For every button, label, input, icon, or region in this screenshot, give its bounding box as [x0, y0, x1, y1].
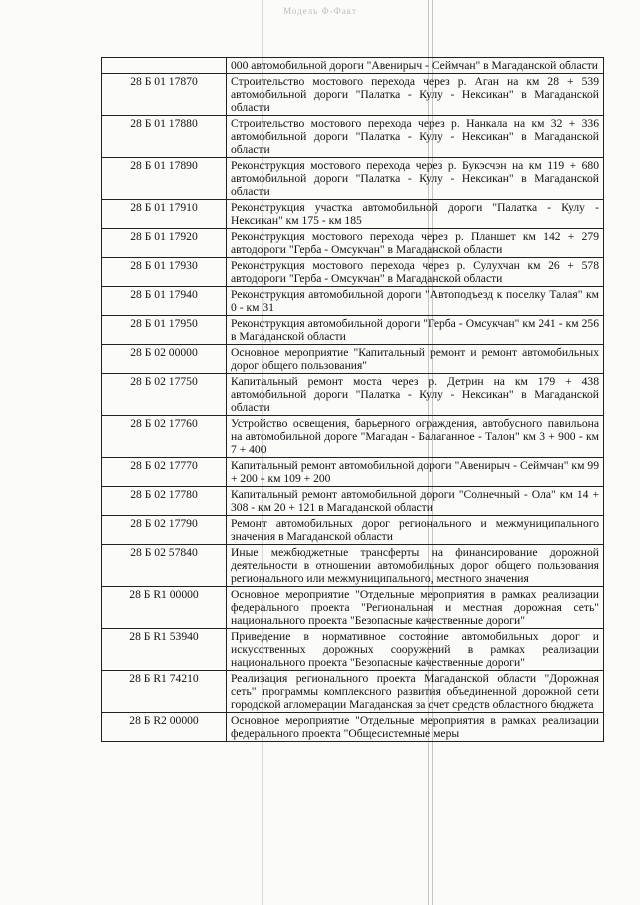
classification-code: 28 Б 01 17920	[102, 229, 227, 258]
expense-description: Основное мероприятие "Отдельные мероприятия в рамках реализации федерального проекта "Общесистемные меры	[227, 713, 604, 742]
expense-description: Иные межбюджетные трансферты на финансирование дорожной деятельности в отношении автомобильных дорог общего пользования регионального или межмуниципального, местного значения	[227, 545, 604, 587]
classification-code: 28 Б 01 17870	[102, 74, 227, 116]
table-row	[102, 516, 604, 545]
table-row	[102, 287, 604, 316]
expense-description: Реконструкция автомобильной дороги "Автоподъезд к поселку Талая" км 0 - км 31	[227, 287, 604, 316]
classification-code: 28 Б R2 00000	[102, 713, 227, 742]
table-row	[102, 671, 604, 713]
classification-code: 28 Б 01 17950	[102, 316, 227, 345]
classification-code: 28 Б 02 17790	[102, 516, 227, 545]
classification-code: 28 Б R1 74210	[102, 671, 227, 713]
expense-description: Капитальный ремонт автомобильной дороги "Солнечный - Ола" км 14 + 308 - км 20 + 121 в Магаданской области	[227, 487, 604, 516]
expense-description: Реконструкция мостового перехода через р. Букэсчэн на км 119 + 680 автомобильной дороги "Палатка - Кулу - Нексикан" в Магаданской области	[227, 158, 604, 200]
expense-description: Реконструкция мостового перехода через р. Планшет км 142 + 279 автодороги "Герба - Омсукчан" в Магаданской области	[227, 229, 604, 258]
table-row	[102, 374, 604, 416]
classification-code: 28 Б 02 17750	[102, 374, 227, 416]
expense-description: Ремонт автомобильных дорог регионального и межмуниципального значения в Магаданской области	[227, 516, 604, 545]
expense-description: Строительство мостового перехода через р. Аган на км 28 + 539 автомобильной дороги "Палатка - Кулу - Нексикан" в Магаданской области	[227, 74, 604, 116]
table-row	[102, 58, 604, 74]
table-row	[102, 587, 604, 629]
classification-code: 28 Б 01 17890	[102, 158, 227, 200]
table-row	[102, 416, 604, 458]
expense-description: Реконструкция участка автомобильной дороги "Палатка - Кулу - Нексикан" км 175 - км 185	[227, 200, 604, 229]
classification-code: 28 Б 02 17760	[102, 416, 227, 458]
table-row	[102, 74, 604, 116]
expense-description: Реализация регионального проекта Магаданской области "Дорожная сеть" программы комплексного развития объединенной дорожной сети городской агломерации Магаданская за счет средств областного бюджета	[227, 671, 604, 713]
table-row	[102, 116, 604, 158]
table-row	[102, 200, 604, 229]
classification-code: 28 Б 01 17930	[102, 258, 227, 287]
table-row	[102, 487, 604, 516]
table-row	[102, 458, 604, 487]
classification-code: 28 Б R1 53940	[102, 629, 227, 671]
classification-code: 28 Б 01 17910	[102, 200, 227, 229]
expense-description: Основное мероприятие "Отдельные мероприятия в рамках реализации федерального проекта "Региональная и местная дорожная сеть" национального проекта "Безопасные качественные дороги"	[227, 587, 604, 629]
classification-code: 28 Б 02 00000	[102, 345, 227, 374]
classification-code	[102, 58, 227, 74]
expense-description: 000 автомобильной дороги "Авенирыч - Сеймчан" в Магаданской области	[227, 58, 604, 74]
classification-code: 28 Б 01 17880	[102, 116, 227, 158]
table-row	[102, 629, 604, 671]
expense-description: Строительство мостового перехода через р. Нанкала на км 32 + 336 автомобильной дороги "Палатка - Кулу - Нексикан" в Магаданской области	[227, 116, 604, 158]
classification-code: 28 Б R1 00000	[102, 587, 227, 629]
expense-description: Капитальный ремонт моста через р. Детрин на км 179 + 438 автомобильной дороги "Палатка - Кулу - Нексикан" в Магаданской области	[227, 374, 604, 416]
expense-description: Реконструкция автомобильной дороги "Герба - Омсукчан" км 241 - км 256 в Магаданской области	[227, 316, 604, 345]
expense-description: Устройство освещения, барьерного ограждения, автобусного павильона на автомобильной дороге "Магадан - Балаганное - Талон" км 3 + 900 - км 7 + 400	[227, 416, 604, 458]
table-row	[102, 258, 604, 287]
table-row	[102, 229, 604, 258]
page-header-faint: Модель Ф-Факт	[283, 6, 357, 16]
expense-description: Приведение в нормативное состояние автомобильных дорог и искусственных дорожных сооружений в рамках реализации национального проекта "Безопасные качественные дороги"	[227, 629, 604, 671]
budget-classification-table	[101, 57, 604, 742]
classification-code: 28 Б 02 17770	[102, 458, 227, 487]
table-row	[102, 345, 604, 374]
classification-code: 28 Б 02 17780	[102, 487, 227, 516]
expense-description: Основное мероприятие "Капитальный ремонт и ремонт автомобильных дорог общего пользования"	[227, 345, 604, 374]
expense-description: Капитальный ремонт автомобильной дороги "Авенирыч - Сеймчан" км 99 + 200 - км 109 + 200	[227, 458, 604, 487]
table-row	[102, 158, 604, 200]
table-row	[102, 713, 604, 742]
classification-code: 28 Б 01 17940	[102, 287, 227, 316]
classification-code: 28 Б 02 57840	[102, 545, 227, 587]
table-row	[102, 316, 604, 345]
expense-description: Реконструкция мостового перехода через р. Сулухчан км 26 + 578 автодороги "Герба - Омсукчан" в Магаданской области	[227, 258, 604, 287]
table-row	[102, 545, 604, 587]
